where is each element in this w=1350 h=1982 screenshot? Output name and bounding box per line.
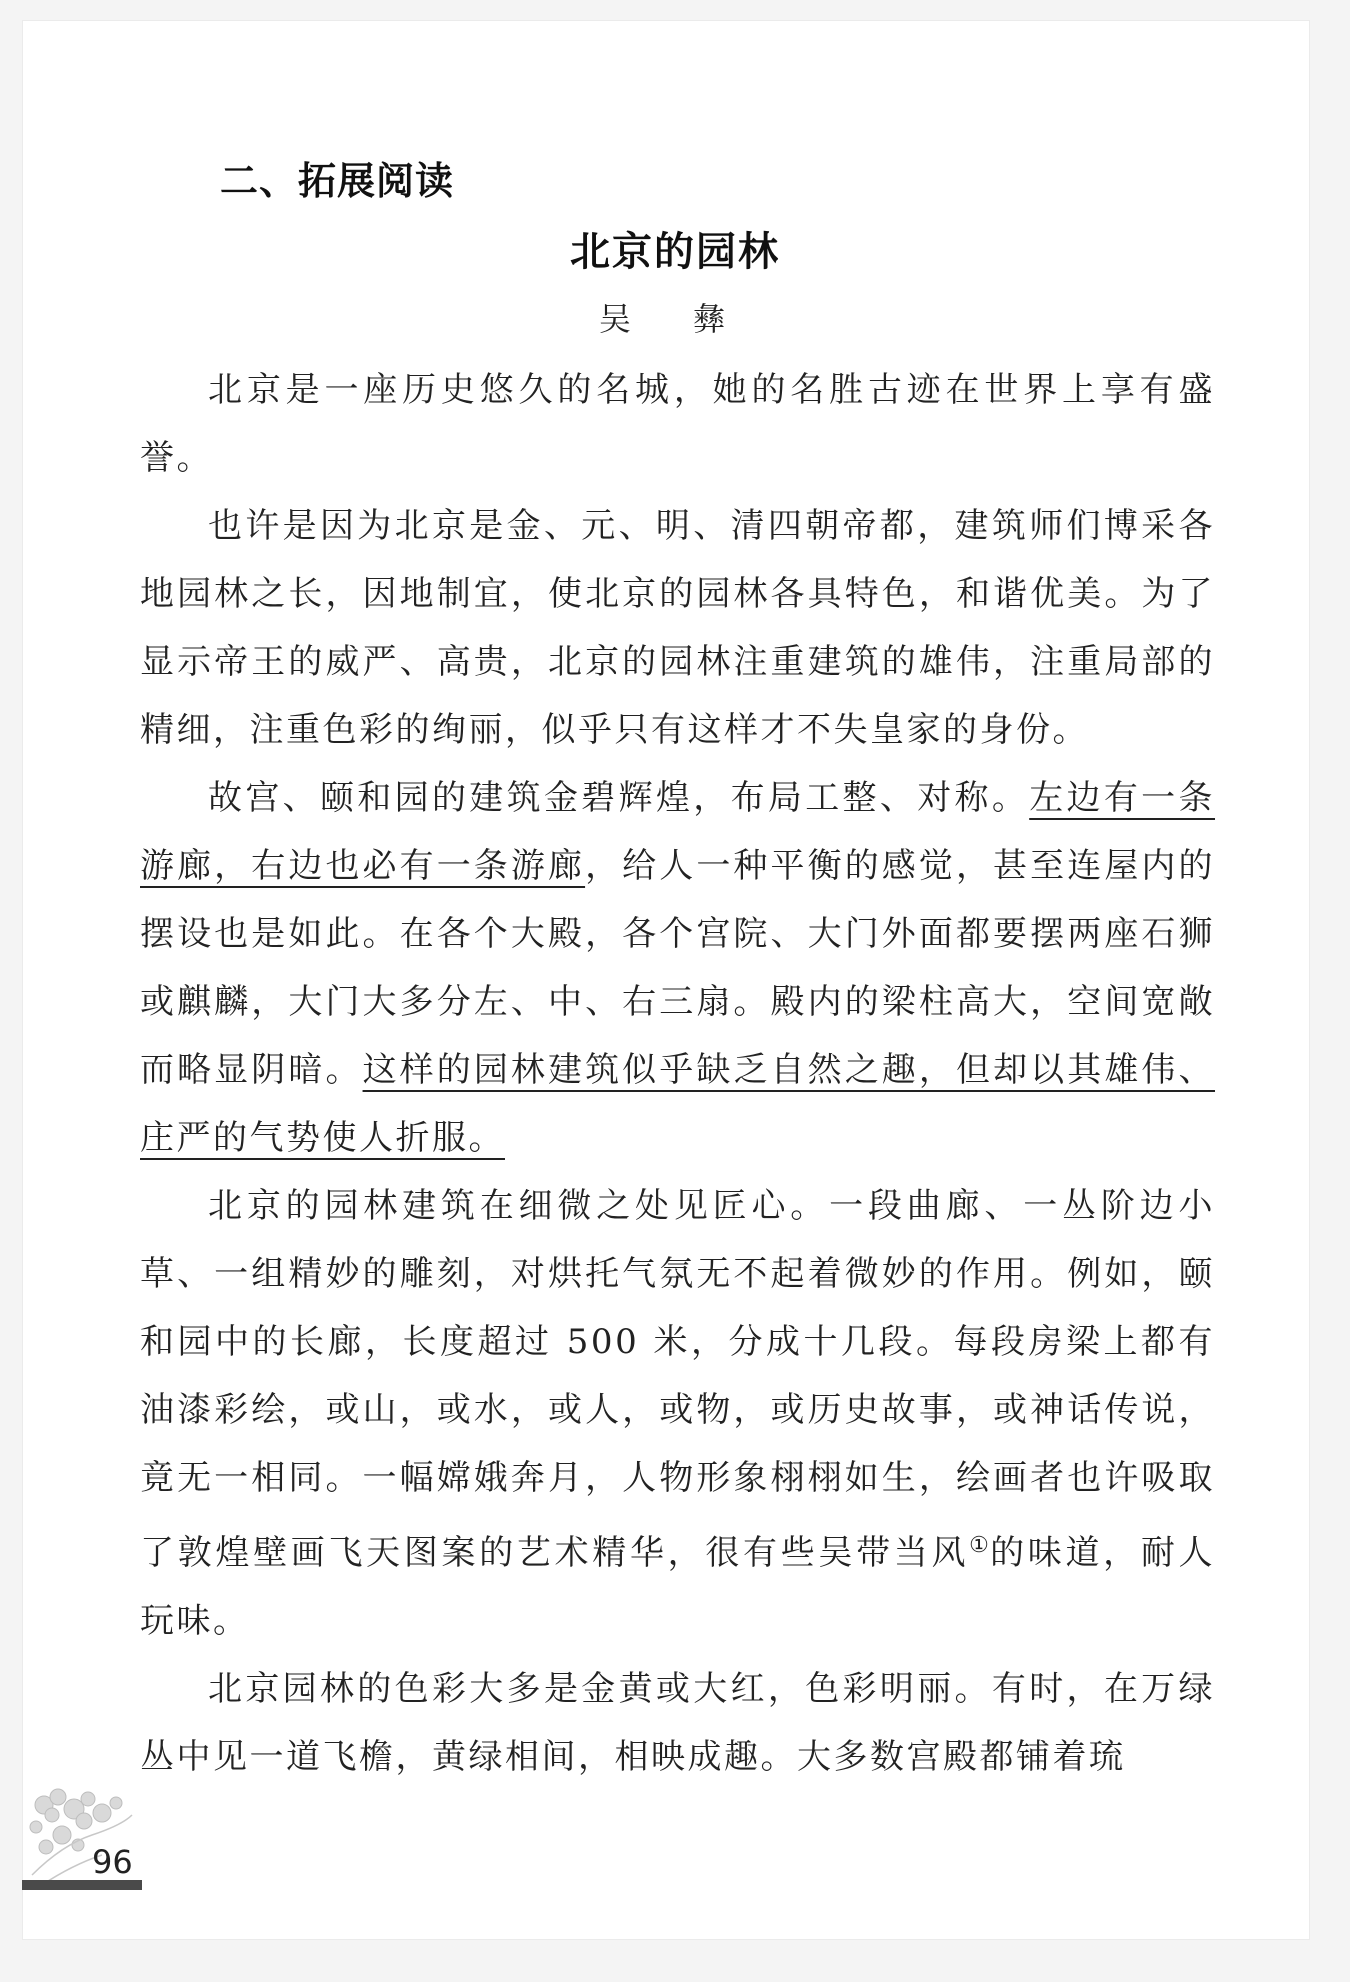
paragraph-1: 北京是一座历史悠久的名城，她的名胜古迹在世界上享有盛誉。 <box>140 370 1215 478</box>
paragraph-2: 也许是因为北京是金、元、明、清四朝帝都，建筑师们博采各地园林之长，因地制宜，使北京的园林各具特色，和谐优美。为了显示帝王的威严、高贵，北京的园林注重建筑的雄伟，注重局部的精细，注重色彩的绚丽，似乎只有这样才不失皇家的身份。 <box>140 506 1215 750</box>
paragraph-3-text-a: 故宫、颐和园的建筑金碧辉煌，布局工整、对称。 <box>208 778 1030 818</box>
paragraph-4-text-a: 北京的园林建筑在细微之处见匠心。一段曲廊、一丛阶边小草、一组精妙的雕刻，对烘托气氛无不起着微妙的作用。例如，颐和园中的长廊，长度超过 500 米，分成十几段。每段房梁上都有油漆彩绘，或山，或水，或人，或物，或历史故事，或神话传说，竟无一相同。一幅嫦娥奔月，人物形象栩栩如生，绘画者也许吸取了敦煌壁画飞天图案的艺术精华，很有些吴带当风 <box>140 1186 1215 1573</box>
paragraph-3-text-b: ，给人一种平衡的感觉，甚至连屋内的摆设也是如此。在各个大殿，各个宫院、大门外面都要摆两座石狮或麒麟，大门大多分左、中、右三扇。殿内的梁柱高大，空间宽敞而略显阴暗。 <box>140 846 1216 1090</box>
underlined-sentence-1: 左边有一条游廊，右边也必有一条游廊 <box>140 778 1216 886</box>
section-heading: 二、拓展阅读 <box>220 159 455 203</box>
footer-bar <box>22 1880 142 1890</box>
paragraph-4 <box>140 1172 1215 1655</box>
article-body <box>140 356 1215 1791</box>
footnote-marker: ① <box>969 1533 991 1558</box>
article-author: 吴 彝 <box>598 300 752 338</box>
article-title: 北京的园林 <box>570 229 780 275</box>
underlined-sentence-2: 这样的园林建筑似乎缺乏自然之趣，但却以其雄伟、庄严的气势使人折服。 <box>140 1050 1216 1158</box>
paragraph-3 <box>140 764 1215 1172</box>
page-number: 96 <box>92 1843 133 1881</box>
paragraph-4-text-b: 的味道，耐人玩味。 <box>140 1533 1216 1641</box>
paragraph-5: 北京园林的色彩大多是金黄或大红，色彩明丽。有时，在万绿丛中见一道飞檐，黄绿相间，相映成趣。大多数宫殿都铺着琉 <box>140 1669 1215 1777</box>
